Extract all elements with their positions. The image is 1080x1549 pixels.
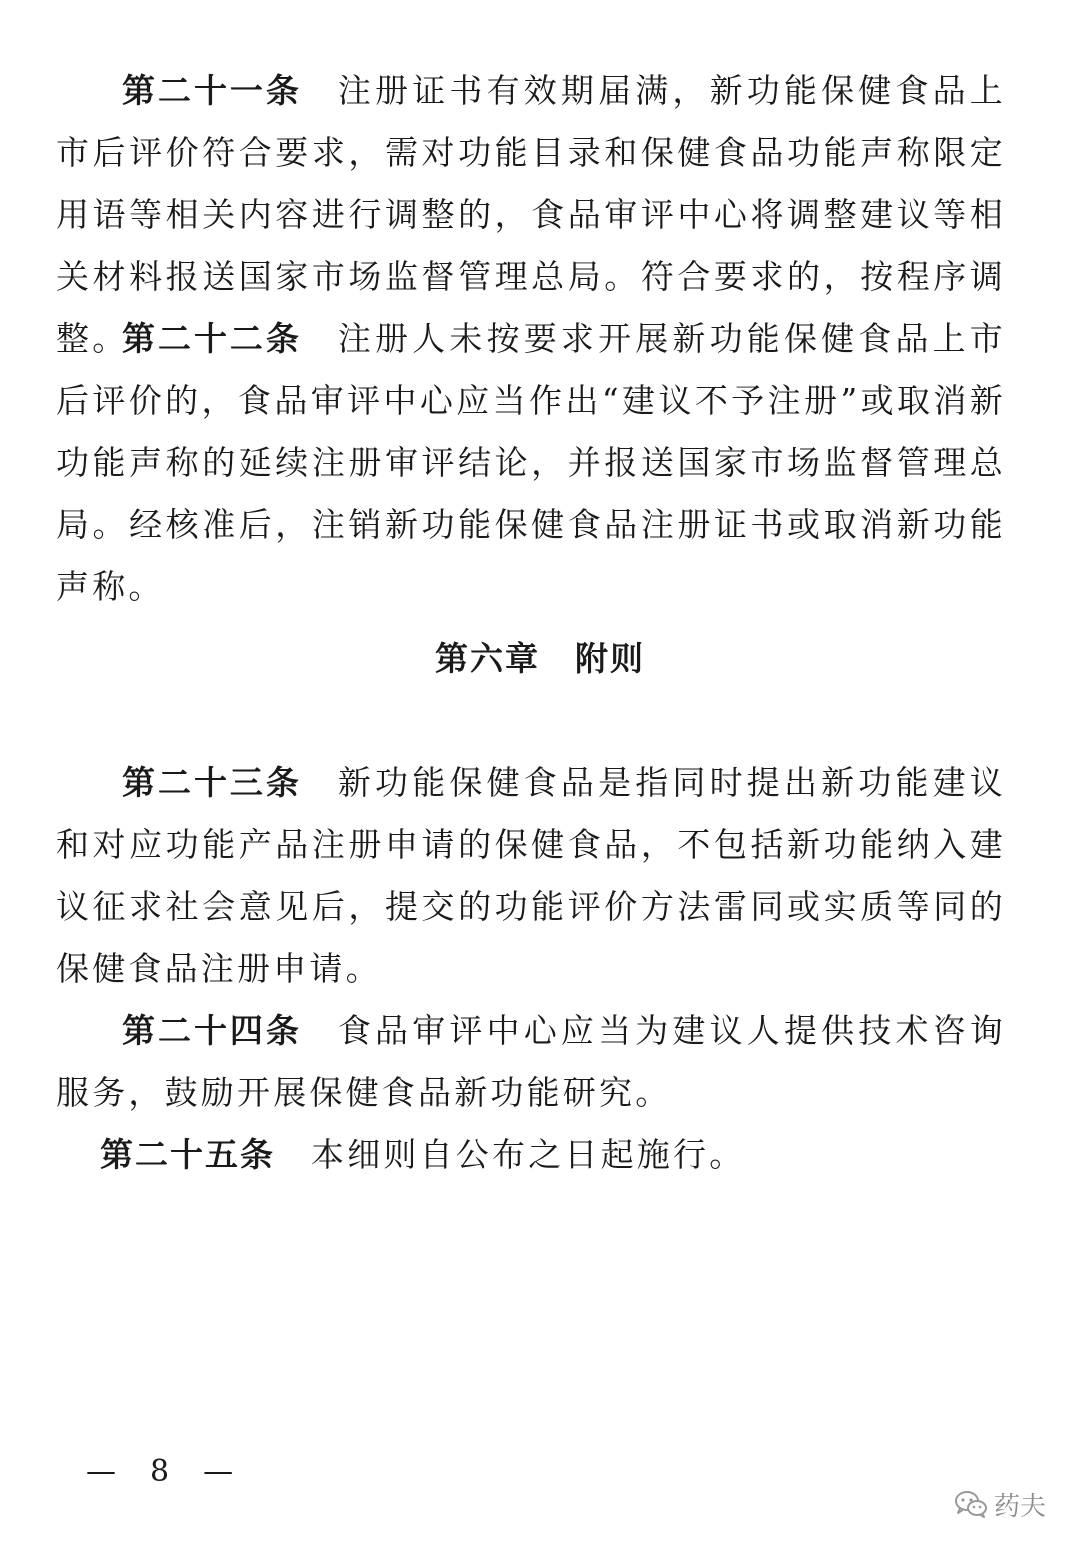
article-22-text: 注册人未按要求开展新功能保健食品上市后评价的，食品审评中心应当作出“建议不予注册”或取消新功能声称的延续注册审评结论，并报送国家市场监督管理总局。经核准后，注销新功能保健食品注册证书或取消新功能声称。 bbox=[56, 319, 1007, 606]
article-24-text: 食品审评中心应当为建议人提供技术咨询服务，鼓励开展保健食品新功能研究。 bbox=[56, 1011, 1007, 1112]
article-21-label: 第二十一条 bbox=[122, 71, 302, 110]
chapter-title: 第六章 附则 bbox=[435, 639, 645, 678]
article-23-text: 新功能保健食品是指同时提出新功能建议和对应功能产品注册申请的保健食品，不包括新功能纳入建议征求社会意见后，提交的功能评价方法雷同或实质等同的保健食品注册申请。 bbox=[56, 763, 1007, 988]
article-23 bbox=[56, 752, 1006, 1000]
page-number: — 8 — bbox=[86, 1454, 236, 1489]
article-24-label: 第二十四条 bbox=[122, 1011, 302, 1050]
wechat-icon bbox=[954, 1489, 988, 1519]
article-25-label: 第二十五条 bbox=[100, 1135, 275, 1174]
article-24 bbox=[56, 1000, 1006, 1124]
article-22 bbox=[56, 308, 1006, 618]
article-21-text: 注册证书有效期届满，新功能保健食品上市后评价符合要求，需对功能目录和保健食品功能声称限定用语等相关内容进行调整的，食品审评中心将调整建议等相关材料报送国家市场监督管理总局。符合要求的，按程序调整。 bbox=[56, 71, 1007, 358]
watermark-text: 药夫 bbox=[994, 1491, 1047, 1522]
article-22-label: 第二十二条 bbox=[122, 319, 302, 358]
watermark bbox=[954, 1484, 1046, 1524]
article-25-text: 本细则自公布之日起施行。 bbox=[311, 1135, 746, 1174]
article-25 bbox=[56, 1124, 1006, 1186]
article-23-label: 第二十三条 bbox=[122, 763, 302, 802]
